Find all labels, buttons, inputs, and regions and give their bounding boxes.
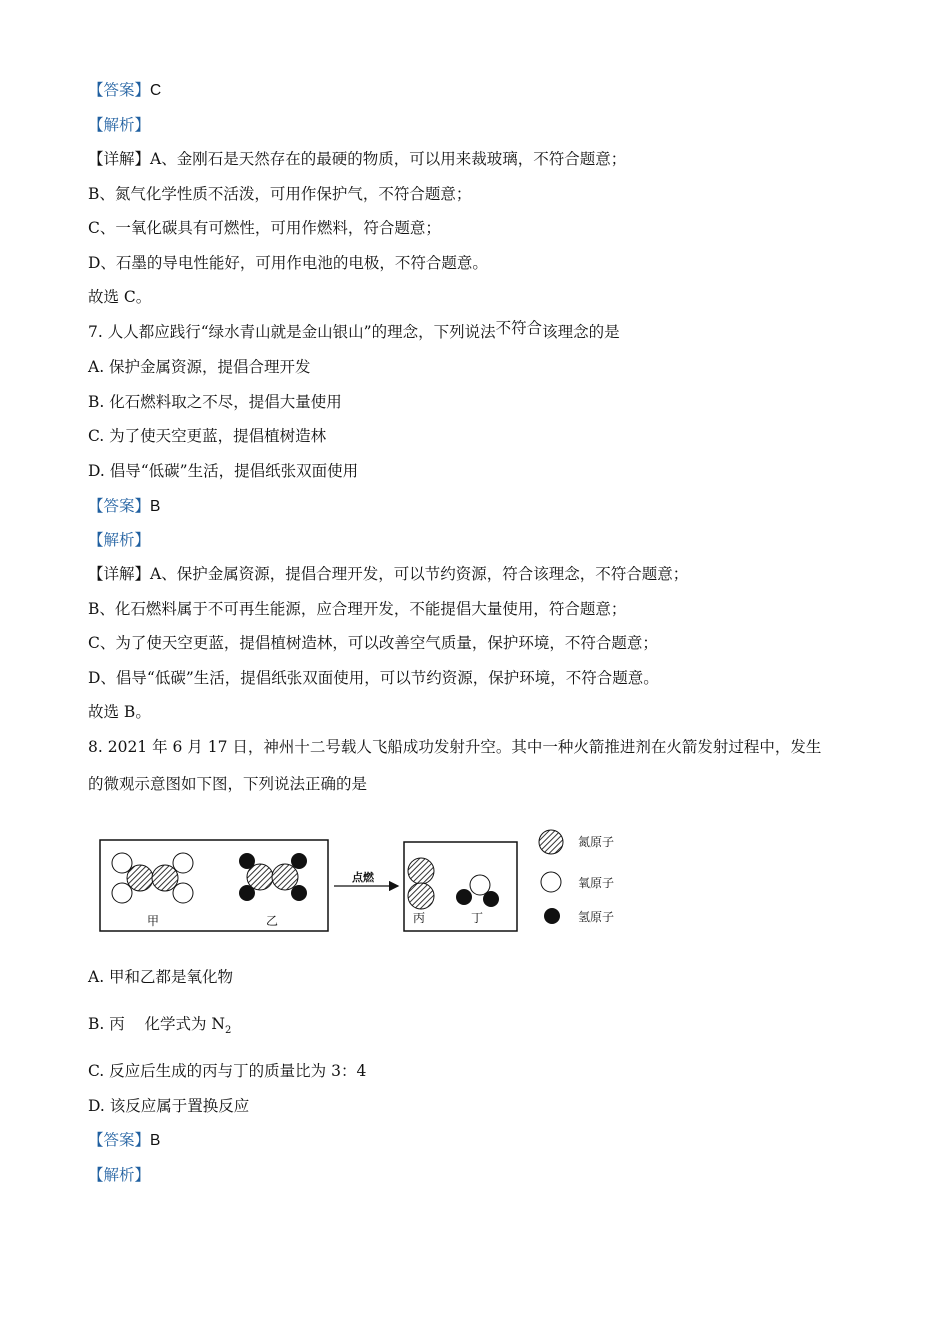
q7-answer-line [88, 495, 160, 518]
q7-detail-b: B、化石燃料属于不可再生能源，应合理开发，不能提倡大量使用，符合题意； [88, 600, 627, 618]
q7-option-a: A. 保护金属资源，提倡合理开发 [88, 358, 311, 376]
q7-stem [88, 321, 620, 343]
legend-nitrogen-swatch [539, 830, 563, 854]
label-ding: 丁 [471, 911, 484, 925]
q8-option-a: A. 甲和乙都是氧化物 [88, 968, 234, 986]
detail-text: A、金刚石是天然存在的最硬的物质，可以用来裁玻璃，不符合题意； [150, 150, 627, 168]
answer-tag: 【答案】 [88, 81, 151, 99]
option-b-middle: 化学式为 N [144, 1015, 225, 1033]
q7-analysis-tag [88, 529, 150, 551]
label-yi: 乙 [266, 914, 279, 928]
q6-detail-d: D、石墨的导电性能好，可用作电池的电极，不符合题意。 [88, 254, 488, 272]
stem-prefix: 7. 人人都应践行“绿水青山就是金山银山”的理念，下列说法 [88, 323, 496, 341]
q7-option-b: B. 化石燃料取之不尽，提倡大量使用 [88, 393, 342, 411]
legend-oxygen-label: 氧原子 [578, 876, 615, 890]
q6-detail-b: B、氮气化学性质不活泼，可用作保护气，不符合题意； [88, 185, 472, 203]
legend-hydrogen-swatch [544, 908, 560, 924]
option-b-prefix: B. 丙 [88, 1015, 125, 1033]
q8-option-b [88, 1013, 231, 1042]
legend [539, 830, 614, 924]
q7-detail-d: D、倡导“低碳”生活，提倡纸张双面使用，可以节约资源，保护环境，不符合题意。 [88, 669, 659, 687]
q8-stem-line1: 8. 2021 年 6 月 17 日，神州十二号载人飞船成功发射升空。其中一种火箭推进剂在火箭发射过程中，发生 [88, 738, 822, 756]
reaction-diagram [96, 825, 636, 940]
q8-option-c: C. 反应后生成的丙与丁的质量比为 3：4 [88, 1062, 367, 1080]
legend-nitrogen-label: 氮原子 [578, 835, 615, 849]
stem-emphasis: 不符合 [495, 319, 543, 337]
analysis-tag: 【解析】 [88, 531, 151, 549]
q8-analysis-tag [88, 1164, 150, 1186]
label-jia: 甲 [147, 914, 160, 928]
detail-tag: 【详解】 [88, 150, 151, 168]
label-condition: 点燃 [352, 871, 374, 884]
answer-tag: 【答案】 [88, 497, 151, 515]
legend-oxygen-swatch [541, 872, 561, 892]
q7-conclusion: 故选 B。 [88, 703, 151, 721]
answer-value: B [150, 498, 161, 515]
stem-suffix: 该理念的是 [542, 323, 620, 341]
answer-value: C [150, 82, 162, 99]
q7-detail-a [88, 563, 688, 585]
molecule-jia [112, 853, 193, 903]
q6-analysis-tag [88, 114, 150, 136]
option-b-subscript: 2 [224, 1025, 232, 1037]
q7-option-c: C. 为了使天空更蓝，提倡植树造林 [88, 427, 327, 445]
analysis-tag: 【解析】 [88, 1166, 151, 1184]
molecule-ding [456, 875, 499, 907]
molecule-bing [408, 858, 434, 909]
q7-detail-c: C、为了使天空更蓝，提倡植树造林，可以改善空气质量，保护环境，不符合题意； [88, 634, 658, 652]
q6-detail-a [88, 148, 626, 170]
label-bing: 丙 [413, 911, 426, 925]
detail-text: A、保护金属资源，提倡合理开发，可以节约资源，符合该理念，不符合题意； [150, 565, 689, 583]
q6-conclusion: 故选 C。 [88, 288, 152, 306]
q8-answer-line [88, 1129, 160, 1152]
analysis-tag: 【解析】 [88, 116, 151, 134]
answer-tag: 【答案】 [88, 1131, 151, 1149]
q7-option-d: D. 倡导“低碳”生活，提倡纸张双面使用 [88, 462, 359, 480]
q6-detail-c: C、一氧化碳具有可燃性，可用作燃料，符合题意； [88, 219, 441, 237]
q8-option-d: D. 该反应属于置换反应 [88, 1097, 250, 1115]
answer-value: B [150, 1132, 161, 1149]
detail-tag: 【详解】 [88, 565, 151, 583]
q8-stem-line2: 的微观示意图如下图，下列说法正确的是 [88, 775, 368, 793]
q6-answer-line [88, 79, 161, 102]
molecule-yi [239, 853, 307, 901]
legend-hydrogen-label: 氢原子 [578, 910, 615, 924]
